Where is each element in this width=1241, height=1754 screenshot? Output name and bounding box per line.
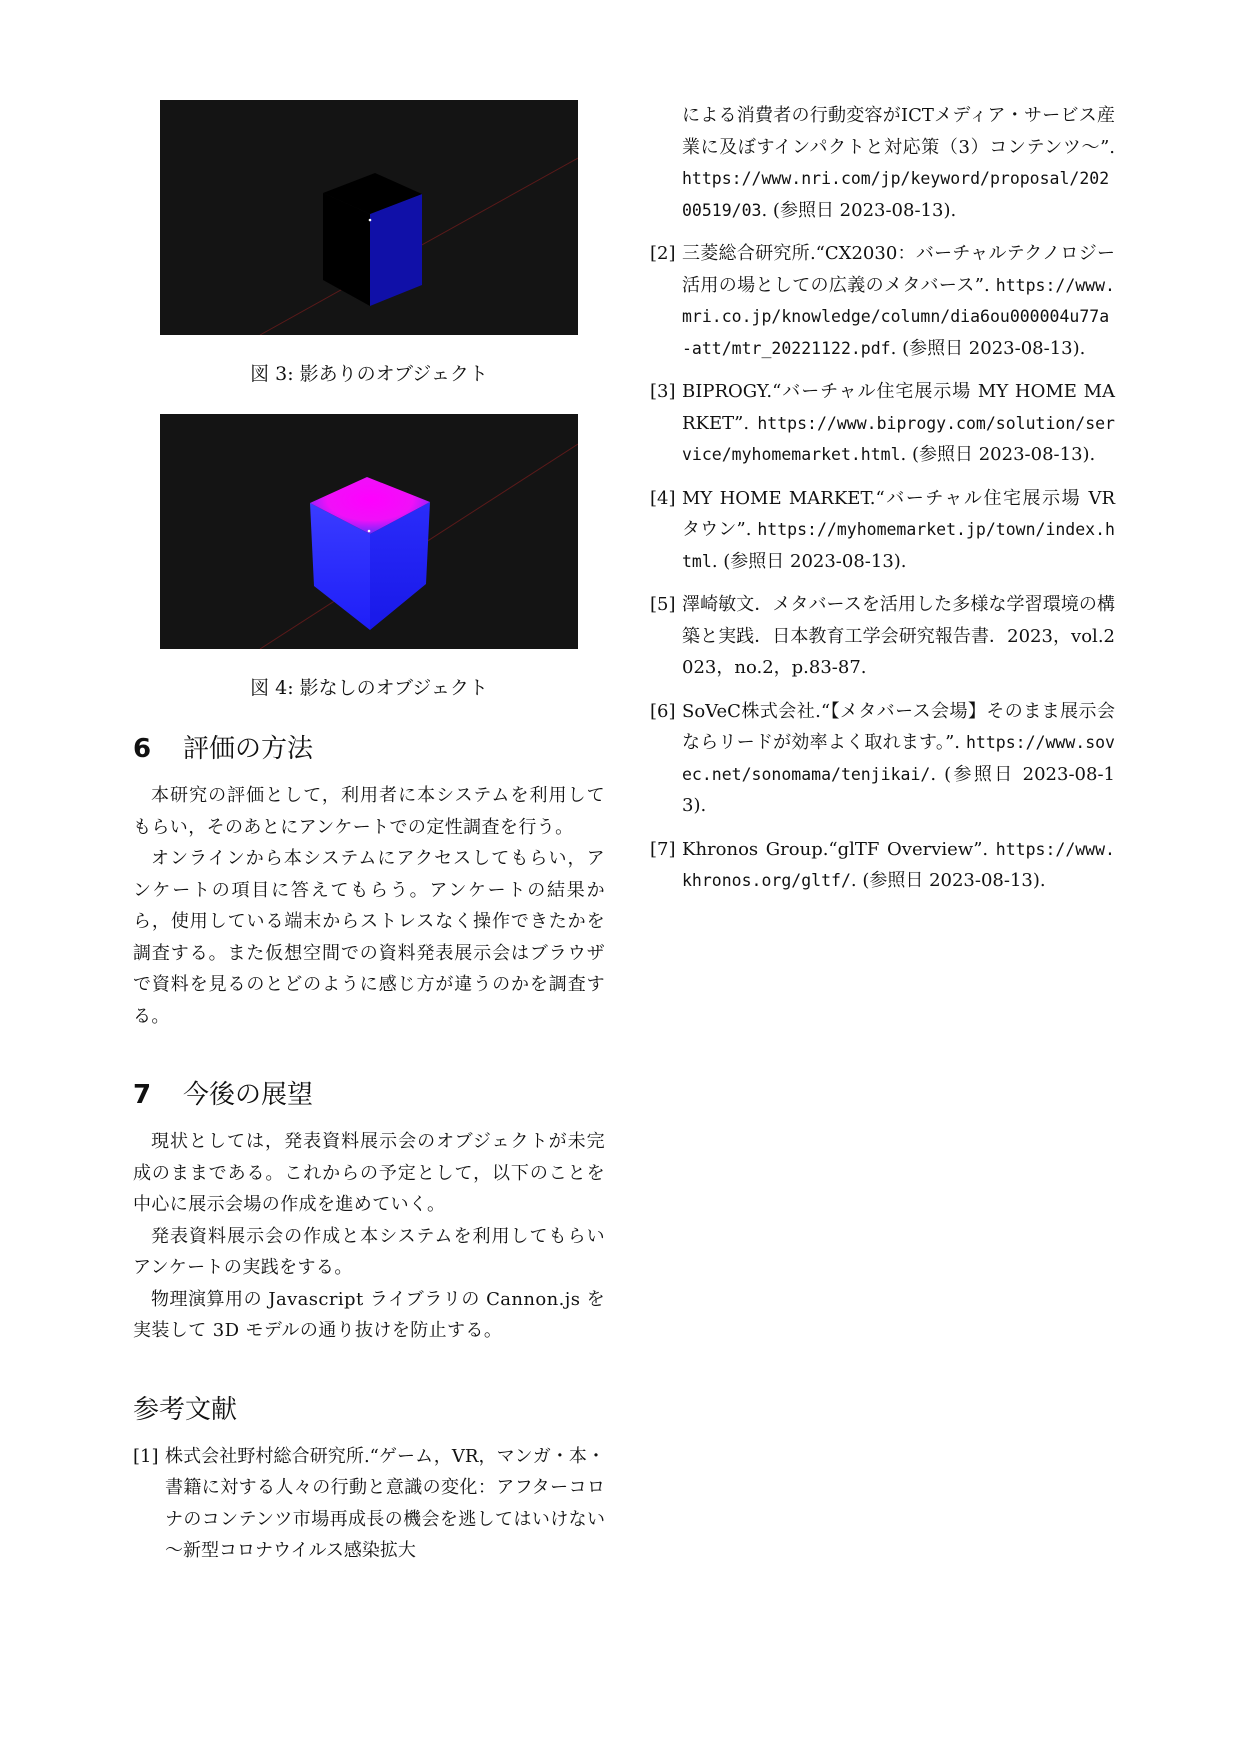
- section-7-heading: [133, 1082, 605, 1108]
- reference-6: [650, 696, 1115, 822]
- references-heading: 参考文献: [133, 1394, 238, 1425]
- reference-access-date: . (参照日 2023-08-13).: [900, 444, 1096, 465]
- reference-access-date: . (参照日 2023-08-13).: [761, 199, 957, 221]
- reference-access-date: . (参照日 2023-08-13).: [850, 870, 1046, 891]
- reference-text: SoVeC株式会社.“【メタバース会場】そのまま展示会ならリードが効率よく取れます。”.: [682, 700, 1115, 753]
- reference-url[interactable]: https://myhomemarket.jp/town/index.html: [682, 520, 1115, 571]
- reference-1: [133, 1441, 605, 1567]
- reference-number: [6]: [650, 700, 676, 722]
- section-7-paragraph: 物理演算用の Javascript ライブラリの Cannon.js を実装して 3D モデルの通り抜けを防止する。: [133, 1288, 605, 1341]
- reference-url[interactable]: https://www.khronos.org/gltf/: [682, 839, 1115, 890]
- section-6-number: 6: [133, 734, 152, 764]
- reference-url[interactable]: https://www.sovec.net/sonomama/tenjikai/: [682, 733, 1115, 784]
- reference-url[interactable]: https://www.nri.com/jp/keyword/proposal/20200519/03: [682, 169, 1110, 220]
- reference-number: [2]: [650, 243, 676, 264]
- section-7-paragraph: 発表資料展示会の作成と本システムを利用してもらいアンケートの実践をする。: [133, 1225, 605, 1278]
- section-6-heading: [133, 736, 605, 762]
- section-7-paragraph: 現状としては，発表資料展示会のオブジェクトが未完成のままである。これからの予定として，以下のことを中心に展示会場の作成を進めていく。: [133, 1131, 605, 1215]
- reference-1-continued: [650, 100, 1115, 226]
- reference-text: MY HOME MARKET.“バーチャル住宅展示場 VR タウン”.: [682, 487, 1115, 540]
- reference-number: [3]: [650, 381, 676, 402]
- right-column: [650, 100, 1115, 897]
- section-6-paragraph: オンラインから本システムにアクセスしてもらい，アンケートの項目に答えてもらう。アンケートの結果から，使用している端末からストレスなく操作できたかを調査する。また仮想空間での資料発表展示会はブラウザで資料を見るのとどのように感じ方が違うのかを調査する。: [133, 848, 605, 1027]
- section-6-paragraph: 本研究の評価として，利用者に本システムを利用してもらい，そのあとにアンケートでの定性調査を行う。: [133, 785, 605, 838]
- reference-text: 澤崎敏文．メタバースを活用した多様な学習環境の構築と実践．日本教育工学会研究報告書．2023，vol.2023，no.2，p.83-87.: [682, 594, 1115, 678]
- left-column: [133, 100, 605, 1567]
- reference-url[interactable]: https://www.biprogy.com/solution/service/myhomemarket.html: [682, 413, 1115, 464]
- reference-text: Khronos Group.“glTF Overview”.: [682, 838, 989, 860]
- figure-4-caption: 図 4: 影なしのオブジェクト: [250, 677, 488, 699]
- figure-4: [133, 414, 605, 698]
- reference-4: [650, 483, 1115, 578]
- section-6-title: 評価の方法: [183, 734, 314, 764]
- reference-7: [650, 834, 1115, 897]
- reference-text: 三菱総合研究所.“CX2030：バーチャルテクノロジー活用の場としての広義のメタバース”.: [682, 243, 1115, 296]
- reference-3: [650, 376, 1115, 471]
- reference-url[interactable]: https://www.mri.co.jp/knowledge/column/dia6ou000004u77a-att/mtr_20221122.pdf: [682, 275, 1115, 358]
- references-section: [133, 1394, 605, 1567]
- section-7: [133, 1082, 605, 1347]
- figure-3-image: [160, 100, 578, 335]
- reference-number: [5]: [650, 594, 676, 615]
- figure-3-caption: 図 3: 影ありのオブジェクト: [250, 363, 488, 385]
- reference-number: [1]: [133, 1445, 159, 1467]
- section-6: [133, 736, 605, 1032]
- reference-text: BIPROGY.“バーチャル住宅展示場 MY HOME MARKET”.: [682, 381, 1115, 434]
- reference-access-date: . (参照日 2023-08-13).: [682, 763, 1115, 816]
- reference-access-date: . (参照日 2023-08-13).: [890, 337, 1086, 359]
- reference-text: 株式会社野村総合研究所.“ゲーム，VR，マンガ・本・書籍に対する人々の行動と意識の変化：アフターコロナのコンテンツ市場再成長の機会を逃してはいけない～新型コロナウイルス感染拡大: [165, 1445, 605, 1561]
- reference-list-right: [650, 100, 1115, 897]
- reference-number: [7]: [650, 838, 676, 860]
- section-7-number: 7: [133, 1080, 152, 1110]
- reference-number: [4]: [650, 487, 676, 509]
- reference-access-date: . (参照日 2023-08-13).: [711, 550, 907, 572]
- reference-text: による消費者の行動変容がICTメディア・サービス産業に及ぼすインパクトと対応策（3）コンテンツ～”.: [682, 105, 1115, 158]
- figure-3: [133, 100, 605, 384]
- reference-list-left: [133, 1441, 605, 1567]
- reference-2: [650, 238, 1115, 364]
- section-7-title: 今後の展望: [183, 1080, 314, 1110]
- reference-5: [650, 589, 1115, 684]
- figure-4-image: [160, 414, 578, 649]
